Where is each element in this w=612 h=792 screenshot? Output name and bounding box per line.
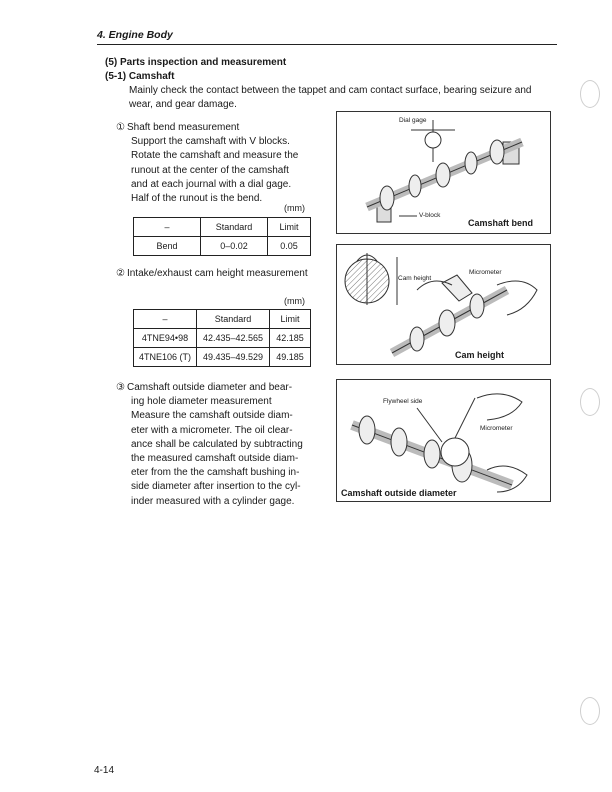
- item-line: Measure the camshaft outside diam-: [131, 410, 293, 422]
- figure-label-dial-gage: Dial gage: [399, 117, 427, 124]
- table-cell: 4TNE106 (T): [134, 348, 197, 367]
- figure-caption: Camshaft outside diameter: [341, 488, 457, 498]
- table-header-row: [134, 310, 311, 329]
- table-header-cell: Limit: [268, 218, 311, 237]
- header-rule: [97, 44, 557, 45]
- item-shaft-bend: [116, 121, 326, 206]
- table-header-cell: Standard: [197, 310, 270, 329]
- table-header-cell: Limit: [270, 310, 311, 329]
- table-header-cell: –: [134, 218, 201, 237]
- table-cell: 0–0.02: [201, 237, 268, 256]
- item-line: side diameter after insertion to the cyl-: [131, 481, 301, 493]
- hole-punch-mark: [580, 388, 600, 416]
- figure-cam-height: [336, 244, 551, 365]
- item-line: ing hole diameter measurement: [131, 396, 272, 408]
- item-line: eter from the the camshaft bushing in-: [131, 467, 300, 479]
- camshaft-outside-diameter-illustration: [337, 380, 550, 501]
- intro-line: Mainly check the contact between the tappet and cam contact surface, bearing seizure and: [129, 85, 532, 96]
- item-line: the measured camshaft outside diam-: [131, 453, 299, 465]
- item-title: Shaft bend measurement: [126, 122, 240, 133]
- table-row: [134, 237, 311, 256]
- item-number: ①: [116, 122, 125, 133]
- item-line: Camshaft outside diameter and bear-: [126, 382, 293, 393]
- table-row: [134, 329, 311, 348]
- figure-camshaft-outside-diameter: [336, 379, 551, 502]
- subsection-heading: (5-1) Camshaft: [105, 71, 175, 82]
- section-heading: (5) Parts inspection and measurement: [105, 57, 287, 68]
- cam-height-illustration: [337, 245, 550, 364]
- unit-label: (mm): [284, 296, 305, 306]
- figure-caption: Cam height: [455, 350, 505, 360]
- item-line: and at each journal with a dial gage.: [131, 178, 292, 190]
- figure-label-cam-height: Cam height: [398, 275, 432, 282]
- figure-camshaft-bend: [336, 111, 551, 234]
- hole-punch-mark: [580, 80, 600, 108]
- item-cam-height: [116, 267, 308, 281]
- table-cell: 4TNE94•98: [134, 329, 197, 348]
- camshaft-bend-illustration: [337, 112, 550, 233]
- item-line: inder measured with a cylinder gage.: [131, 495, 295, 507]
- table-cell: Bend: [134, 237, 201, 256]
- item-line: Rotate the camshaft and measure the: [131, 150, 299, 162]
- table-cell: 42.435–42.565: [197, 329, 270, 348]
- table-cell: 0.05: [268, 237, 311, 256]
- figure-label-micrometer: Micrometer: [469, 269, 502, 276]
- item-line: runout at the center of the camshaft: [131, 164, 289, 176]
- figure-label-micrometer: Micrometer: [480, 425, 513, 432]
- figure-label-v-block: V-block: [419, 212, 441, 219]
- item-number: ③: [116, 382, 125, 393]
- hole-punch-mark: [580, 697, 600, 725]
- item-line: Support the camshaft with V blocks.: [131, 136, 290, 148]
- table-cell: 49.185: [270, 348, 311, 367]
- cam-height-spec-table: [133, 309, 311, 367]
- table-header-row: [134, 218, 311, 237]
- item-title: Intake/exhaust cam height measurement: [126, 268, 308, 279]
- item-line: ance shall be calculated by subtracting: [131, 438, 303, 450]
- unit-label: (mm): [284, 203, 305, 213]
- page-number: 4-14: [94, 765, 115, 776]
- table-row: [134, 348, 311, 367]
- running-header: 4. Engine Body: [97, 29, 173, 41]
- table-cell: 42.185: [270, 329, 311, 348]
- intro-line: wear, and gear damage.: [129, 99, 237, 111]
- table-header-cell: Standard: [201, 218, 268, 237]
- figure-caption: Camshaft bend: [468, 218, 534, 228]
- bend-spec-table: [133, 217, 311, 256]
- item-number: ②: [116, 268, 125, 279]
- item-outside-diameter: [116, 381, 322, 509]
- intro-paragraph: [129, 84, 559, 112]
- table-header-cell: –: [134, 310, 197, 329]
- table-cell: 49.435–49.529: [197, 348, 270, 367]
- item-line: Half of the runout is the bend.: [131, 193, 263, 205]
- item-line: eter with a micrometer. The oil clear-: [131, 424, 293, 436]
- figure-label-flywheel-side: Flywheel side: [383, 398, 423, 405]
